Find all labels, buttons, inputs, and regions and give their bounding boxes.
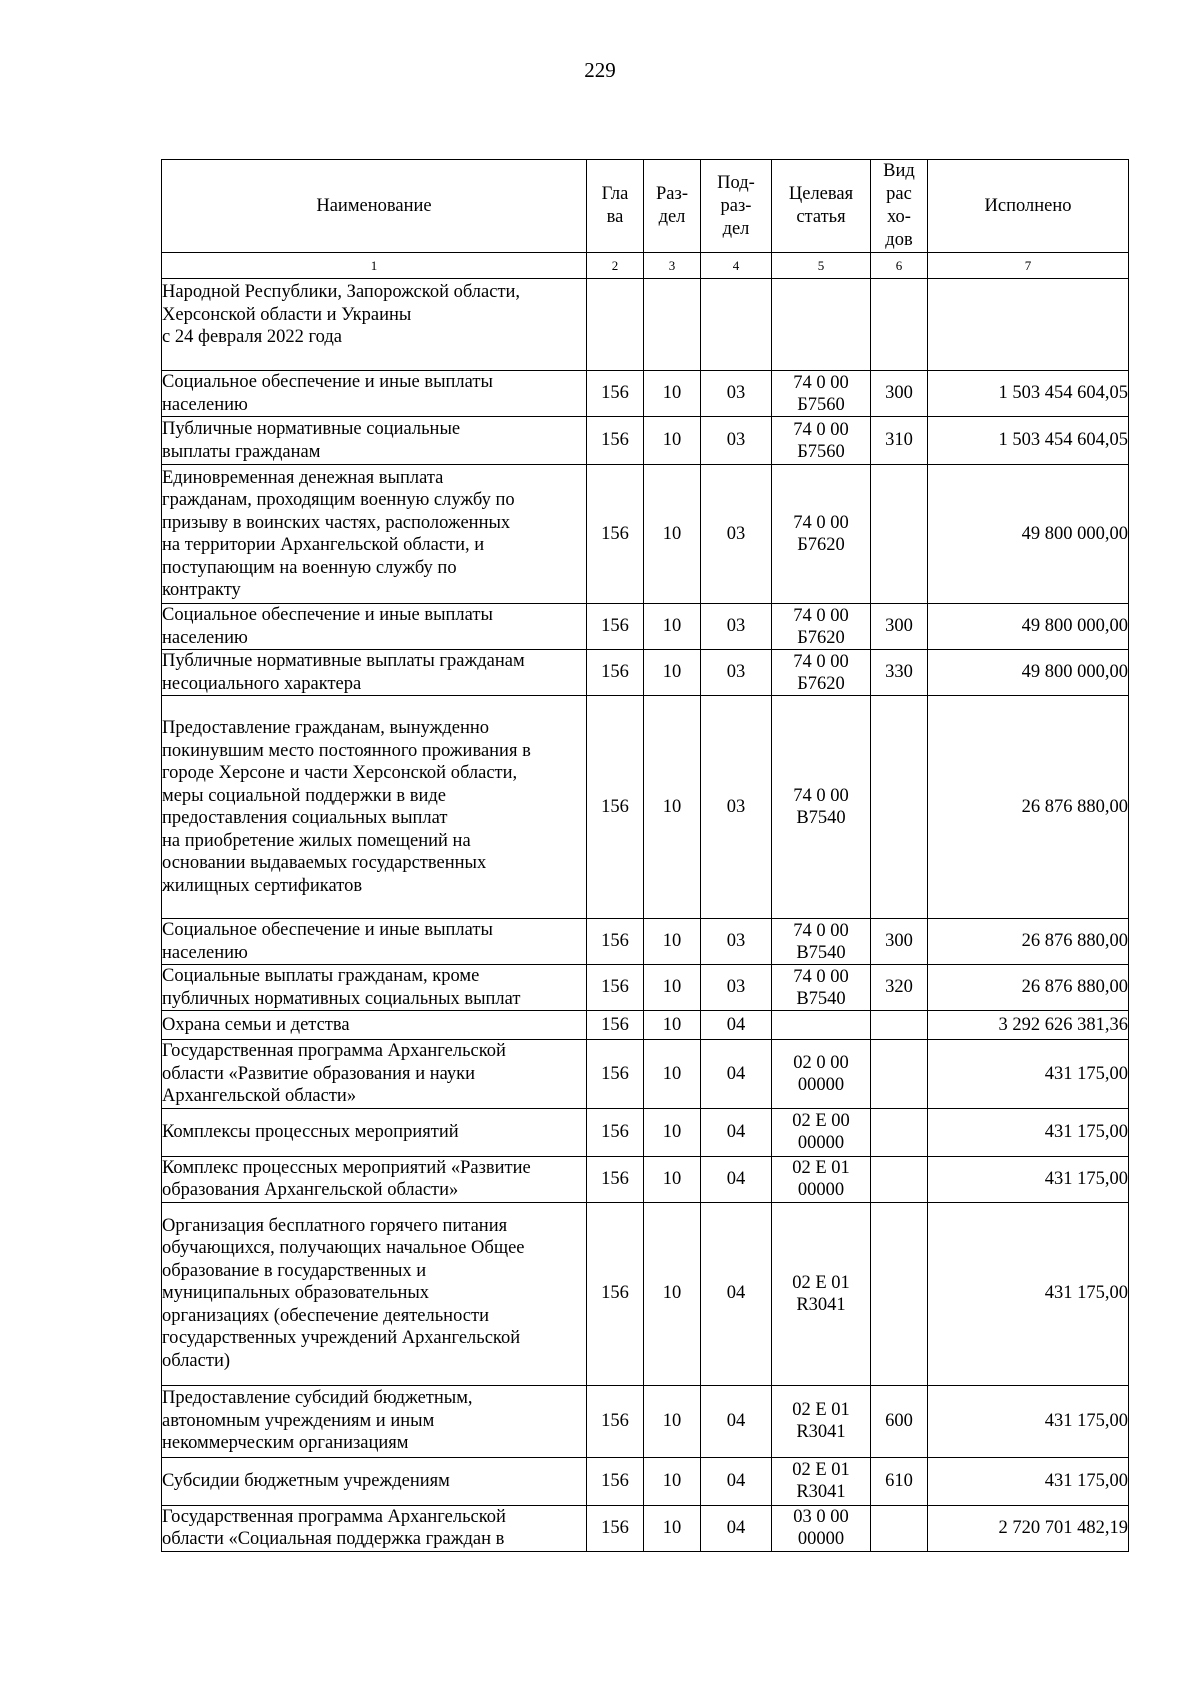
cell-line: публичных нормативных социальных выплат — [162, 988, 521, 1009]
cell-line: предоставления социальных выплат — [162, 808, 448, 828]
cell-line: Б7620 — [797, 627, 845, 648]
row-chapter: 156 — [587, 650, 644, 696]
cell-line: Публичные нормативные социальные — [162, 419, 461, 439]
row-section: 10 — [644, 1156, 701, 1202]
cell-line: области «Социальная поддержка граждан в — [162, 1529, 505, 1549]
row-name — [162, 371, 587, 417]
cell-line: В7540 — [796, 942, 846, 963]
table-row — [162, 696, 1129, 919]
row-chapter: 156 — [587, 965, 644, 1011]
cell-line: Социальные выплаты гражданам, кроме — [162, 966, 480, 986]
cell-line: 00000 — [797, 1074, 845, 1095]
cell-line: на приобретение жилых помещений на — [162, 830, 471, 851]
cell-line: 00000 — [797, 1180, 845, 1200]
table-row — [162, 604, 1129, 650]
row-name — [162, 1108, 587, 1156]
row-expense-type — [871, 465, 928, 604]
row-target — [772, 1011, 871, 1040]
row-executed: 1 503 454 604,05 — [928, 417, 1129, 465]
table-row — [162, 1457, 1129, 1505]
cell-line: некоммерческим организациям — [162, 1433, 409, 1454]
row-name — [162, 279, 587, 371]
row-section: 10 — [644, 1457, 701, 1505]
row-expense-type — [871, 1202, 928, 1385]
column-number: 5 — [772, 253, 871, 279]
row-subsection: 04 — [701, 1156, 772, 1202]
row-chapter: 156 — [587, 465, 644, 604]
column-number: 2 — [587, 253, 644, 279]
cell-line: 74 0 00 — [793, 419, 849, 440]
row-executed: 26 876 880,00 — [928, 696, 1129, 919]
cell-line: Предоставление гражданам, вынужденно — [162, 718, 490, 738]
cell-line: 74 0 00 — [793, 372, 849, 393]
cell-line: Предоставление субсидий бюджетным, — [162, 1388, 473, 1409]
row-subsection: 04 — [701, 1202, 772, 1385]
cell-line: 02 Е 01 — [792, 1272, 850, 1293]
cell-line: области) — [162, 1350, 231, 1371]
cell-line: образование в государственных и — [162, 1260, 427, 1281]
row-executed: 431 175,00 — [928, 1202, 1129, 1385]
row-expense-type: 300 — [871, 604, 928, 650]
row-section: 10 — [644, 1040, 701, 1109]
row-name — [162, 650, 587, 696]
cell-line: 02 Е 00 — [792, 1111, 850, 1131]
row-executed: 49 800 000,00 — [928, 650, 1129, 696]
cell-line: 74 0 00 — [793, 966, 849, 987]
cell-line: Охрана семьи и детства — [162, 1014, 350, 1035]
header-chapter: Гла ва — [587, 160, 644, 253]
row-executed: 26 876 880,00 — [928, 965, 1129, 1011]
cell-line: контракту — [162, 580, 241, 600]
row-target — [772, 1385, 871, 1457]
row-name — [162, 1505, 587, 1551]
row-executed: 431 175,00 — [928, 1108, 1129, 1156]
row-expense-type — [871, 1505, 928, 1551]
row-subsection: 03 — [701, 696, 772, 919]
table-row — [162, 1202, 1129, 1385]
row-subsection: 03 — [701, 965, 772, 1011]
cell-line: автономным учреждениям и иным — [162, 1410, 435, 1431]
header-target: Целевая статья — [772, 160, 871, 253]
row-subsection: 04 — [701, 1385, 772, 1457]
cell-line: гражданам, проходящим военную службу по — [162, 490, 515, 510]
cell-line: жилищных сертификатов — [162, 875, 363, 896]
row-chapter: 156 — [587, 1011, 644, 1040]
table-row — [162, 417, 1129, 465]
row-target — [772, 604, 871, 650]
row-expense-type — [871, 279, 928, 371]
row-section: 10 — [644, 371, 701, 417]
row-executed: 49 800 000,00 — [928, 465, 1129, 604]
row-target — [772, 919, 871, 965]
row-executed: 431 175,00 — [928, 1385, 1129, 1457]
row-section: 10 — [644, 604, 701, 650]
row-section: 10 — [644, 1108, 701, 1156]
row-subsection: 03 — [701, 417, 772, 465]
cell-line: 74 0 00 — [793, 651, 849, 672]
cell-line: организациях (обеспечение деятельности — [162, 1305, 489, 1326]
column-number: 7 — [928, 253, 1129, 279]
cell-line: 74 0 00 — [793, 920, 849, 941]
cell-line: городе Херсоне и части Херсонской области, — [162, 763, 518, 783]
cell-line: 74 0 00 — [793, 513, 849, 533]
cell-line: Б7560 — [797, 441, 845, 462]
cell-line: населению — [162, 627, 248, 648]
cell-line: государственных учреждений Архангельской — [162, 1328, 521, 1349]
row-target — [772, 696, 871, 919]
row-target — [772, 965, 871, 1011]
cell-line: 02 Е 01 — [792, 1400, 850, 1420]
cell-line: 02 Е 01 — [792, 1460, 850, 1480]
row-executed: 2 720 701 482,19 — [928, 1505, 1129, 1551]
row-executed: 49 800 000,00 — [928, 604, 1129, 650]
row-expense-type — [871, 696, 928, 919]
row-section: 10 — [644, 1505, 701, 1551]
row-target — [772, 1156, 871, 1202]
row-section: 10 — [644, 417, 701, 465]
row-target — [772, 417, 871, 465]
cell-line: Народной Республики, Запорожской области, — [162, 282, 521, 302]
row-executed — [928, 279, 1129, 371]
row-target — [772, 1202, 871, 1385]
column-number: 4 — [701, 253, 772, 279]
row-subsection: 03 — [701, 650, 772, 696]
table-row — [162, 1040, 1129, 1109]
row-name — [162, 1202, 587, 1385]
row-target — [772, 465, 871, 604]
cell-line: 02 Е 01 — [792, 1158, 850, 1178]
row-expense-type: 300 — [871, 371, 928, 417]
header-row — [162, 160, 1129, 253]
row-name — [162, 1457, 587, 1505]
cell-line: R3041 — [796, 1294, 846, 1315]
header-section: Раз- дел — [644, 160, 701, 253]
table-row — [162, 650, 1129, 696]
row-name — [162, 965, 587, 1011]
cell-line: области «Развитие образования и науки — [162, 1063, 476, 1084]
cell-line: несоциального характера — [162, 673, 362, 694]
cell-line: образования Архангельской области» — [162, 1180, 459, 1200]
cell-line: Социальное обеспечение и иные выплаты — [162, 920, 493, 940]
cell-line: Субсидии бюджетным учреждениям — [162, 1470, 450, 1491]
header-subsection: Под- раз- дел — [701, 160, 772, 253]
cell-line: Публичные нормативные выплаты гражданам — [162, 651, 525, 671]
row-target — [772, 1505, 871, 1551]
cell-line: покинувшим место постоянного проживания в — [162, 740, 531, 761]
row-expense-type: 320 — [871, 965, 928, 1011]
row-section: 10 — [644, 919, 701, 965]
cell-line: 03 0 00 — [793, 1507, 849, 1527]
row-subsection: 04 — [701, 1040, 772, 1109]
table-row — [162, 1505, 1129, 1551]
row-executed: 431 175,00 — [928, 1457, 1129, 1505]
cell-line: R3041 — [796, 1422, 846, 1442]
cell-line: на территории Архангельской области, и — [162, 535, 485, 555]
row-target — [772, 1108, 871, 1156]
row-target — [772, 1040, 871, 1109]
row-executed: 1 503 454 604,05 — [928, 371, 1129, 417]
column-number: 1 — [162, 253, 587, 279]
row-chapter: 156 — [587, 1385, 644, 1457]
cell-line: 00000 — [797, 1529, 845, 1549]
row-subsection: 03 — [701, 465, 772, 604]
cell-line: Государственная программа Архангельской — [162, 1506, 506, 1527]
cell-line: выплаты гражданам — [162, 441, 321, 462]
row-subsection: 03 — [701, 604, 772, 650]
cell-line: Б7560 — [797, 394, 845, 415]
cell-line: обучающихся, получающих начальное Общее — [162, 1238, 525, 1259]
row-chapter — [587, 279, 644, 371]
column-number: 6 — [871, 253, 928, 279]
cell-line: Комплексы процессных мероприятий — [162, 1121, 459, 1142]
row-chapter: 156 — [587, 919, 644, 965]
cell-line: поступающим на военную службу по — [162, 557, 457, 578]
cell-line: Социальное обеспечение и иные выплаты — [162, 605, 493, 625]
row-executed: 26 876 880,00 — [928, 919, 1129, 965]
cell-line: муниципальных образовательных — [162, 1283, 430, 1304]
cell-line: Единовременная денежная выплата — [162, 467, 444, 488]
table-row — [162, 1108, 1129, 1156]
cell-line: В7540 — [796, 808, 846, 828]
row-section — [644, 279, 701, 371]
row-chapter: 156 — [587, 417, 644, 465]
row-expense-type — [871, 1011, 928, 1040]
row-section: 10 — [644, 965, 701, 1011]
cell-line: 00000 — [797, 1133, 845, 1153]
row-subsection: 03 — [701, 919, 772, 965]
row-target — [772, 1457, 871, 1505]
budget-table — [161, 159, 1129, 1552]
header-name: Наименование — [162, 160, 587, 253]
row-expense-type: 300 — [871, 919, 928, 965]
row-chapter: 156 — [587, 1156, 644, 1202]
page-number: 229 — [584, 58, 616, 82]
column-number: 3 — [644, 253, 701, 279]
table-row — [162, 1385, 1129, 1457]
row-chapter: 156 — [587, 1505, 644, 1551]
row-subsection: 04 — [701, 1505, 772, 1551]
row-chapter: 156 — [587, 1040, 644, 1109]
row-section: 10 — [644, 465, 701, 604]
row-section: 10 — [644, 696, 701, 919]
row-chapter: 156 — [587, 604, 644, 650]
cell-line: населению — [162, 394, 248, 415]
row-target — [772, 279, 871, 371]
row-section: 10 — [644, 1202, 701, 1385]
cell-line: R3041 — [796, 1482, 846, 1502]
row-executed: 3 292 626 381,36 — [928, 1011, 1129, 1040]
row-name — [162, 604, 587, 650]
row-subsection: 04 — [701, 1457, 772, 1505]
column-number-row — [162, 253, 1129, 279]
cell-line: Социальное обеспечение и иные выплаты — [162, 372, 493, 392]
table-row — [162, 371, 1129, 417]
row-expense-type — [871, 1156, 928, 1202]
row-subsection: 03 — [701, 371, 772, 417]
row-section: 10 — [644, 1385, 701, 1457]
row-executed: 431 175,00 — [928, 1156, 1129, 1202]
row-name — [162, 919, 587, 965]
row-name — [162, 1385, 587, 1457]
row-target — [772, 650, 871, 696]
table-body — [162, 279, 1129, 1552]
cell-line: 02 0 00 — [793, 1052, 849, 1073]
row-section: 10 — [644, 1011, 701, 1040]
row-expense-type — [871, 1040, 928, 1109]
header-executed: Исполнено — [928, 160, 1129, 253]
cell-line: с 24 февраля 2022 года — [162, 327, 342, 347]
cell-line: 74 0 00 — [793, 605, 849, 626]
cell-line: призыву в воинских частях, расположенных — [162, 512, 511, 533]
row-name — [162, 417, 587, 465]
cell-line: В7540 — [796, 988, 846, 1009]
cell-line: Архангельской области» — [162, 1086, 357, 1106]
cell-line: Организация бесплатного горячего питания — [162, 1215, 508, 1236]
row-section: 10 — [644, 650, 701, 696]
row-name — [162, 465, 587, 604]
row-expense-type: 600 — [871, 1385, 928, 1457]
row-chapter: 156 — [587, 1457, 644, 1505]
header-expense-type: Вид рас хо- дов — [871, 160, 928, 253]
row-subsection: 04 — [701, 1011, 772, 1040]
cell-line: 74 0 00 — [793, 786, 849, 806]
row-name — [162, 1156, 587, 1202]
row-expense-type: 330 — [871, 650, 928, 696]
row-subsection: 04 — [701, 1108, 772, 1156]
row-chapter: 156 — [587, 1202, 644, 1385]
row-chapter: 156 — [587, 1108, 644, 1156]
cell-line: основании выдаваемых государственных — [162, 853, 487, 873]
table-row — [162, 1156, 1129, 1202]
table-row — [162, 465, 1129, 604]
row-chapter: 156 — [587, 371, 644, 417]
row-subsection — [701, 279, 772, 371]
row-expense-type: 610 — [871, 1457, 928, 1505]
row-executed: 431 175,00 — [928, 1040, 1129, 1109]
row-name — [162, 696, 587, 919]
table-row — [162, 965, 1129, 1011]
table-row — [162, 1011, 1129, 1040]
table-row — [162, 279, 1129, 371]
cell-line: Херсонской области и Украины — [162, 304, 412, 325]
cell-line: Государственная программа Архангельской — [162, 1041, 506, 1061]
table-row — [162, 919, 1129, 965]
row-name — [162, 1040, 587, 1109]
cell-line: населению — [162, 942, 248, 963]
cell-line: меры социальной поддержки в виде — [162, 785, 447, 806]
cell-line: Б7620 — [797, 535, 845, 555]
cell-line: Б7620 — [797, 673, 845, 694]
row-expense-type — [871, 1108, 928, 1156]
row-target — [772, 371, 871, 417]
row-chapter: 156 — [587, 696, 644, 919]
cell-line: Комплекс процессных мероприятий «Развитие — [162, 1157, 531, 1178]
row-expense-type: 310 — [871, 417, 928, 465]
row-name — [162, 1011, 587, 1040]
